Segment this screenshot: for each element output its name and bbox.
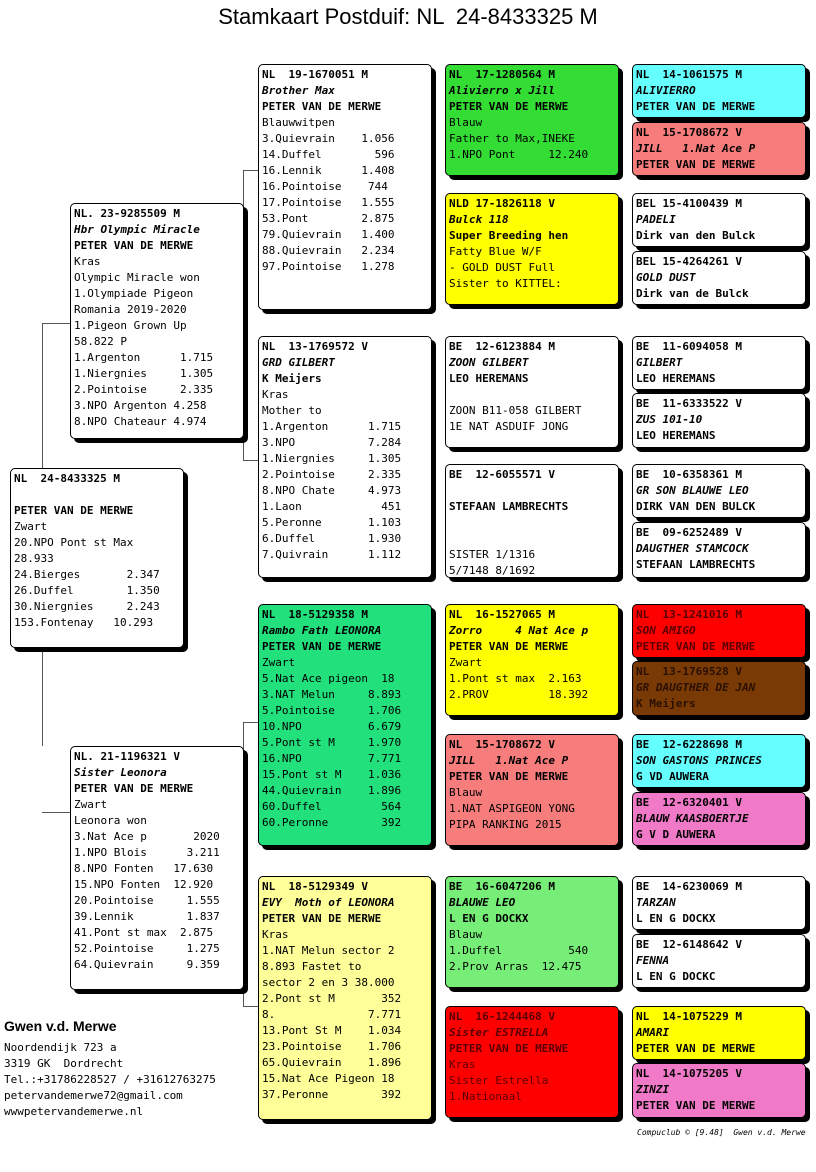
card-line: 1.Duffel 540 (449, 944, 589, 957)
pigeon-name: TARZAN (636, 896, 676, 909)
card-line: 24.Bierges 2.347 (14, 568, 160, 581)
pedigree-card-ds (258, 604, 432, 846)
pedigree-card-ddd (445, 1006, 619, 1118)
pedigree-card-gen4 (632, 393, 806, 448)
pigeon-name: BLAUW KAASBOERTJE (636, 812, 749, 825)
ring-number: NL. 23-9285509 M (74, 207, 180, 220)
card-line: Blauw (449, 786, 483, 799)
card-line: 79.Quievrain 1.400 (262, 228, 395, 241)
breeder-name: STEFAAN LAMBRECHTS (449, 500, 569, 513)
card-line: 1.NAT ASPIGEON YONG (449, 802, 575, 815)
owner-city: 3319 GK Dordrecht (4, 1057, 124, 1070)
pedigree-card-gen4 (632, 193, 806, 247)
pigeon-name (449, 483, 615, 499)
pigeon-name: GOLD DUST (636, 271, 696, 284)
breeder-name: K Meijers (262, 372, 322, 385)
pedigree-card-subject (10, 468, 184, 648)
card-line: 1.Olympiade Pigeon (74, 287, 194, 300)
breeder-name: PETER VAN DE MERWE (449, 100, 569, 113)
card-line: Mother to (262, 404, 322, 417)
pedigree-card-gen4 (632, 1063, 806, 1118)
owner-phone: Tel.:+31786228527 / +31612763275 (4, 1073, 216, 1086)
pedigree-card-gen4 (632, 251, 806, 305)
pigeon-name: ZUS 101-10 (636, 413, 703, 426)
ring-number: NL 14-1075229 M (636, 1010, 742, 1023)
card-line: Blauwwitpen (262, 116, 335, 129)
pedigree-card-gen4 (632, 734, 806, 788)
pigeon-name: GR DAUGTHER DE JAN (636, 681, 756, 694)
card-line: sector 2 en 3 38.000 (262, 976, 395, 989)
card-line: Kras (449, 1058, 476, 1071)
page-title: Stamkaart Postduif: NL 24-8433325 M (218, 4, 598, 29)
card-line: Sister to KITTEL: (449, 277, 562, 290)
owner-website: wwwpetervandemerwe.nl (4, 1105, 144, 1118)
pedigree-card-sire (70, 203, 244, 439)
pigeon-name: Hbr Olympic Miracle (74, 223, 200, 236)
card-line: 20.Pointoise 1.555 (74, 894, 220, 907)
pedigree-card-gen4 (632, 604, 806, 658)
ring-number: NL. 21-1196321 V (74, 750, 180, 763)
pedigree-card-dss (445, 604, 619, 716)
pigeon-name: SON GASTONS PRINCES (636, 754, 762, 767)
card-line: 16.Lennik 1.408 (262, 164, 395, 177)
connector-line (243, 1006, 258, 1007)
pigeon-name: ALIVIERRO (636, 84, 696, 97)
ring-number: BE 12-6320401 V (636, 796, 742, 809)
card-line: Father to Max,INEKE (449, 132, 575, 145)
card-line: 16.NPO 7.771 (262, 752, 402, 765)
ring-number: NL 15-1708672 V (449, 738, 555, 751)
pigeon-name: Alivierro x Jill (449, 84, 555, 97)
ring-number: BE 12-6148642 V (636, 938, 742, 951)
ring-number: BE 10-6358361 M (636, 468, 742, 481)
breeder-name: L EN G DOCKC (636, 970, 716, 983)
pedigree-card-gen4 (632, 792, 806, 846)
breeder-name: PETER VAN DE MERWE (636, 158, 756, 171)
pigeon-name: Sister ESTRELLA (449, 1026, 549, 1039)
ring-number: BEL 15-4264261 V (636, 255, 742, 268)
card-line: Olympic Miracle won (74, 271, 200, 284)
card-line (449, 515, 615, 531)
breeder-name: K Meijers (636, 697, 696, 710)
card-line: 3.NPO 7.284 (262, 436, 402, 449)
pedigree-card-gen4 (632, 336, 806, 390)
card-line: Zwart (449, 656, 483, 669)
pedigree-card-gen4 (632, 876, 806, 930)
card-line: 2.Prov Arras 12.475 (449, 960, 582, 973)
card-line: 1.Argenton 1.715 (74, 351, 214, 364)
card-line: 1.Niergnies 1.305 (74, 367, 214, 380)
card-line: Zwart (14, 520, 48, 533)
pigeon-name: SON AMIGO (636, 624, 696, 637)
card-line: 5.Nat Ace pigeon 18 (262, 672, 395, 685)
card-line: 15.NPO Fonten 12.920 (74, 878, 214, 891)
card-line: 1E NAT ASDUIF JONG (449, 420, 569, 433)
breeder-name: Super Breeding hen (449, 229, 569, 242)
pigeon-name: ZINZI (636, 1083, 670, 1096)
breeder-name: PETER VAN DE MERWE (262, 640, 382, 653)
card-line: 2.PROV 18.392 (449, 688, 589, 701)
card-line: 2.Pointoise 2.335 (74, 383, 214, 396)
card-line: Zwart (74, 798, 108, 811)
breeder-name: DIRK VAN DEN BULCK (636, 500, 756, 513)
connector-line (243, 170, 258, 171)
card-line: 3.NAT Melun 8.893 (262, 688, 402, 701)
ring-number: BE 12-6055571 V (449, 468, 555, 481)
card-line: 3.Nat Ace p 2020 (74, 830, 220, 843)
card-line: 15.Pont st M 1.036 (262, 768, 402, 781)
breeder-name: PETER VAN DE MERWE (636, 100, 756, 113)
card-line: Kras (74, 255, 101, 268)
card-line: 6.Duffel 1.930 (262, 532, 402, 545)
pigeon-name: PADELI (636, 213, 676, 226)
card-line: 8.NPO Chate 4.973 (262, 484, 402, 497)
card-line: 39.Lennik 1.837 (74, 910, 220, 923)
ring-number: BE 09-6252489 V (636, 526, 742, 539)
pigeon-name: EVY Moth of LEONORA (262, 896, 395, 909)
ring-number: NL 16-1244468 V (449, 1010, 555, 1023)
pedigree-card-dds (445, 876, 619, 988)
breeder-name: LEO HEREMANS (636, 429, 716, 442)
card-line: Romania 2019-2020 (74, 303, 187, 316)
connector-line (42, 812, 71, 813)
breeder-name: PETER VAN DE MERWE (262, 100, 382, 113)
card-line: 153.Fontenay 10.293 (14, 616, 154, 629)
ring-number: BE 11-6094058 M (636, 340, 742, 353)
card-line: 1.Pigeon Grown Up (74, 319, 187, 332)
ring-number: NL 13-1241016 M (636, 608, 742, 621)
connector-line (243, 722, 258, 723)
card-line: 14.Duffel 596 (262, 148, 395, 161)
breeder-name: G V D AUWERA (636, 828, 716, 841)
connector-line (42, 323, 43, 468)
card-line: 8.893 Fastet to (262, 960, 362, 973)
owner-address: Noordendijk 723 a (4, 1041, 117, 1054)
pigeon-name: ZOON GILBERT (449, 356, 529, 369)
card-line: 5/7148 8/1692 (449, 564, 536, 577)
breeder-name: PETER VAN DE MERWE (636, 640, 756, 653)
card-line: 1.NPO Blois 3.211 (74, 846, 220, 859)
connector-line (42, 323, 71, 324)
card-line: Kras (262, 928, 289, 941)
pedigree-card-dam (70, 746, 244, 990)
pigeon-name: Zorro 4 Nat Ace p (449, 624, 589, 637)
card-line: 58.822 P (74, 335, 127, 348)
pedigree-card-gen4 (632, 661, 806, 716)
card-line: 20.NPO Pont st Max (14, 536, 134, 549)
card-line: 60.Duffel 564 (262, 800, 402, 813)
pigeon-name: GILBERT (636, 356, 683, 369)
pigeon-name: FENNA (636, 954, 670, 967)
card-line: 28.933 (14, 552, 54, 565)
card-line: Zwart (262, 656, 296, 669)
owner-name: Gwen v.d. Merwe (4, 1018, 117, 1034)
card-line: 37.Peronne 392 (262, 1088, 402, 1101)
card-line: 2.Pointoise 2.335 (262, 468, 402, 481)
card-line: 2.Pont st M 352 (262, 992, 402, 1005)
breeder-name: PETER VAN DE MERWE (449, 640, 569, 653)
card-line: 3.Quievrain 1.056 (262, 132, 395, 145)
card-line: 88.Quievrain 2.234 (262, 244, 395, 257)
card-line: Leonora won (74, 814, 147, 827)
card-line: ZOON B11-058 GILBERT (449, 404, 582, 417)
pedigree-card-gen4 (632, 522, 806, 578)
card-line: 97.Pointoise 1.278 (262, 260, 395, 273)
pigeon-name: JILL 1.Nat Ace P (449, 754, 569, 767)
pigeon-name: Rambo Fath LEONORA (262, 624, 382, 637)
card-line: 13.Pont St M 1.034 (262, 1024, 402, 1037)
breeder-name: PETER VAN DE MERWE (74, 239, 194, 252)
pedigree-card-sdd (445, 464, 619, 578)
ring-number: NLD 17-1826118 V (449, 197, 555, 210)
ring-number: NL 19-1670051 M (262, 68, 368, 81)
breeder-name: PETER VAN DE MERWE (262, 912, 382, 925)
ring-number: BE 16-6047206 M (449, 880, 555, 893)
connector-line (243, 460, 258, 461)
card-line (449, 531, 615, 547)
pedigree-card-sss (445, 64, 619, 176)
ring-number: NL 14-1075205 V (636, 1067, 742, 1080)
breeder-name: G VD AUWERA (636, 770, 709, 783)
footer-credit: Compuclub © [9.48] Gwen v.d. Merwe (637, 1128, 806, 1137)
ring-number: NL 13-1769528 V (636, 665, 742, 678)
card-line: 1.Niergnies 1.305 (262, 452, 402, 465)
ring-number: NL 18-5129358 M (262, 608, 368, 621)
pedigree-card-gen4 (632, 464, 806, 518)
card-line: 1.Argenton 1.715 (262, 420, 402, 433)
ring-number: BE 11-6333522 V (636, 397, 742, 410)
card-line: Fatty Blue W/F (449, 245, 542, 258)
card-line: 1.Pont st max 2.163 (449, 672, 582, 685)
card-line: 7.Quivrain 1.112 (262, 548, 402, 561)
pigeon-name: AMARI (636, 1026, 670, 1039)
ring-number: BEL 15-4100439 M (636, 197, 742, 210)
ring-number: NL 13-1769572 V (262, 340, 368, 353)
pedigree-card-ss (258, 64, 432, 310)
card-line: 1.Laon 451 (262, 500, 402, 513)
ring-number: NL 16-1527065 M (449, 608, 555, 621)
pigeon-name: JILL 1.Nat Ace P (636, 142, 756, 155)
card-line (449, 387, 615, 403)
card-line: 65.Quievrain 1.896 (262, 1056, 402, 1069)
card-line: 1.Nationaal (449, 1090, 522, 1103)
card-line: 30.Niergnies 2.243 (14, 600, 160, 613)
ring-number: NL 24-8433325 M (14, 472, 120, 485)
card-line: 8. 7.771 (262, 1008, 402, 1021)
breeder-name: L EN G DOCKX (449, 912, 529, 925)
pigeon-name (14, 487, 180, 503)
card-line: Kras (262, 388, 289, 401)
pedigree-card-gen4 (632, 934, 806, 988)
card-line: 53.Pont 2.875 (262, 212, 395, 225)
ring-number: BE 12-6123884 M (449, 340, 555, 353)
card-line: PIPA RANKING 2015 (449, 818, 562, 831)
card-line: Blauw (449, 116, 483, 129)
card-line: 16.Pointoise 744 (262, 180, 388, 193)
breeder-name: PETER VAN DE MERWE (636, 1042, 756, 1055)
card-line: 64.Quievrain 9.359 (74, 958, 220, 971)
pedigree-card-gen4 (632, 1006, 806, 1060)
ring-number: NL 14-1061575 M (636, 68, 742, 81)
pedigree-card-sds (445, 336, 619, 448)
ring-number: BE 12-6228698 M (636, 738, 742, 751)
card-line: 23.Pointoise 1.706 (262, 1040, 402, 1053)
card-line: Blauw (449, 928, 483, 941)
pigeon-name: Sister Leonora (74, 766, 167, 779)
card-line: 26.Duffel 1.350 (14, 584, 160, 597)
pedigree-card-gen4 (632, 122, 806, 176)
breeder-name: PETER VAN DE MERWE (636, 1099, 756, 1112)
card-line: 5.Peronne 1.103 (262, 516, 402, 529)
breeder-name: PETER VAN DE MERWE (449, 1042, 569, 1055)
card-line: 41.Pont st max 2.875 (74, 926, 214, 939)
card-line: Sister Estrella (449, 1074, 549, 1087)
card-line: - GOLD DUST Full (449, 261, 555, 274)
ring-number: BE 14-6230069 M (636, 880, 742, 893)
breeder-name: PETER VAN DE MERWE (14, 504, 134, 517)
pigeon-name: Bulck 118 (449, 213, 509, 226)
card-line: 60.Peronne 392 (262, 816, 402, 829)
pedigree-card-sd (258, 336, 432, 578)
card-line: 15.Nat Ace Pigeon 18 (262, 1072, 395, 1085)
card-line: 8.NPO Fonten 17.630 (74, 862, 214, 875)
pedigree-card-ssd (445, 193, 619, 305)
card-line: SISTER 1/1316 (449, 548, 536, 561)
breeder-name: PETER VAN DE MERWE (449, 770, 569, 783)
breeder-name: Dirk van den Bulck (636, 229, 756, 242)
pigeon-name: DAUGTHER STAMCOCK (636, 542, 749, 555)
card-line: 1.NAT Melun sector 2 (262, 944, 395, 957)
breeder-name: LEO HEREMANS (636, 372, 716, 385)
card-line: 8.NPO Chateaur 4.974 (74, 415, 207, 428)
pigeon-name: GR SON BLAUWE LEO (636, 484, 749, 497)
card-line: 1.NPO Pont 12.240 (449, 148, 589, 161)
breeder-name: PETER VAN DE MERWE (74, 782, 194, 795)
pedigree-card-dd (258, 876, 432, 1120)
ring-number: NL 15-1708672 V (636, 126, 742, 139)
card-line: 3.NPO Argenton 4.258 (74, 399, 207, 412)
breeder-name: L EN G DOCKX (636, 912, 716, 925)
pedigree-card-gen4 (632, 64, 806, 118)
pedigree-card-dsd (445, 734, 619, 846)
ring-number: NL 18-5129349 V (262, 880, 368, 893)
breeder-name: LEO HEREMANS (449, 372, 529, 385)
card-line: 52.Pointoise 1.275 (74, 942, 220, 955)
card-line: 44.Quievrain 1.896 (262, 784, 402, 797)
card-line: 10.NPO 6.679 (262, 720, 402, 733)
card-line: 17.Pointoise 1.555 (262, 196, 395, 209)
card-line: 5.Pointoise 1.706 (262, 704, 402, 717)
owner-info (4, 1018, 216, 1120)
breeder-name: STEFAAN LAMBRECHTS (636, 558, 756, 571)
pigeon-name: GRD GILBERT (262, 356, 335, 369)
ring-number: NL 17-1280564 M (449, 68, 555, 81)
pigeon-name: Brother Max (262, 84, 335, 97)
owner-email: petervandemerwe72@gmail.com (4, 1089, 183, 1102)
card-line: 5.Pont st M 1.970 (262, 736, 402, 749)
breeder-name: Dirk van de Bulck (636, 287, 749, 300)
pigeon-name: BLAUWE LEO (449, 896, 516, 909)
